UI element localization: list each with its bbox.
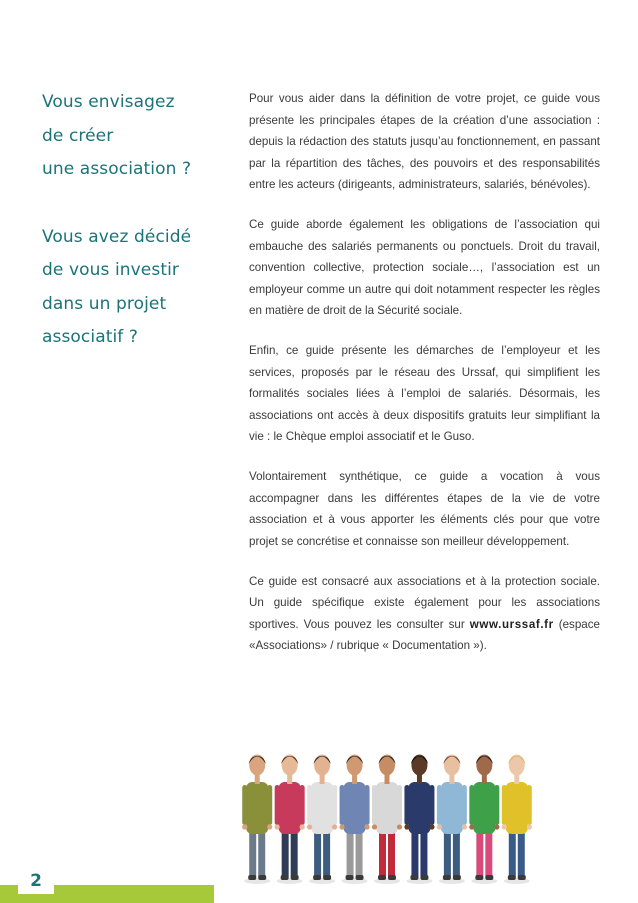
paragraph-obligations: Ce guide aborde également les obligations de l’association qui embauche des salariés permanents ou ponctuels. Droit du travail, convention collective, protection sociale…, l’association est un employeur comme un autre qui doit notamment respecter les règles en matière de droit de la Sécurité sociale. (249, 218, 600, 317)
page-number: 2 (18, 868, 54, 894)
question-2-line-1: Vous avez décidé (42, 226, 192, 247)
question-1-line-2: de créer (42, 125, 114, 146)
person-figure (275, 755, 305, 885)
person-figure (502, 755, 532, 885)
person-figure (437, 755, 467, 885)
question-1-line-3: une association ? (42, 159, 192, 179)
specific-guides-location: (espace «Associations» / rubrique « Documentation »). (249, 617, 600, 652)
question-2-line-4: associatif ? (42, 327, 139, 347)
paragraph-specific-guides (249, 571, 600, 657)
question-2-line-3: dans un projet (42, 293, 167, 314)
question-spacer (42, 187, 227, 221)
specific-guides-text: Ce guide est consacré aux associations et à la protection sociale. Un guide spécifique existe également pour les associations sportives. Vous pouvez les consulter sur (249, 574, 600, 631)
paragraph-synthetic-guide: Volontairement synthétique, ce guide a vocation à vous accompagner dans les différentes étapes de la vie de votre association et à vous apporter les éléments clés pour que votre projet se concrétise et connaisse son meilleur développement. (249, 470, 600, 548)
urssaf-website-link[interactable]: www.urssaf.fr (469, 617, 554, 631)
paragraph-urssaf-services: Enfin, ce guide présente les démarches de l’employeur et les services, proposés par le réseau des Urssaf, qui simplifient les formalités sociales liées à l’emploi de salariés. Désormais, les associations ont accès à deux dispositifs gratuits leur simplifiant la vie : le Chèque emploi associatif et le Guso. (249, 344, 600, 443)
person-figure (469, 755, 499, 885)
person-figure (372, 755, 402, 885)
person-figure (404, 755, 434, 885)
person-figure (307, 755, 337, 885)
guide-introduction-text (249, 88, 600, 675)
person-figure (242, 755, 272, 885)
diverse-people-illustration (241, 748, 533, 886)
person-figure (339, 755, 369, 885)
paragraph-purpose: Pour vous aider dans la définition de votre projet, ce guide vous présente les principales étapes de la création d’une association : depuis la rédaction des statuts jusqu’au fonctionnement, en passant par la répartition des tâches, des pouvoirs et des responsabilités entre les acteurs (dirigeants, administrateurs, salariés, bénévoles). (249, 92, 600, 191)
question-2-line-2: de vous investir (42, 260, 180, 280)
question-1-line-1: Vous envisagez (42, 92, 175, 112)
intro-questions (42, 86, 227, 355)
